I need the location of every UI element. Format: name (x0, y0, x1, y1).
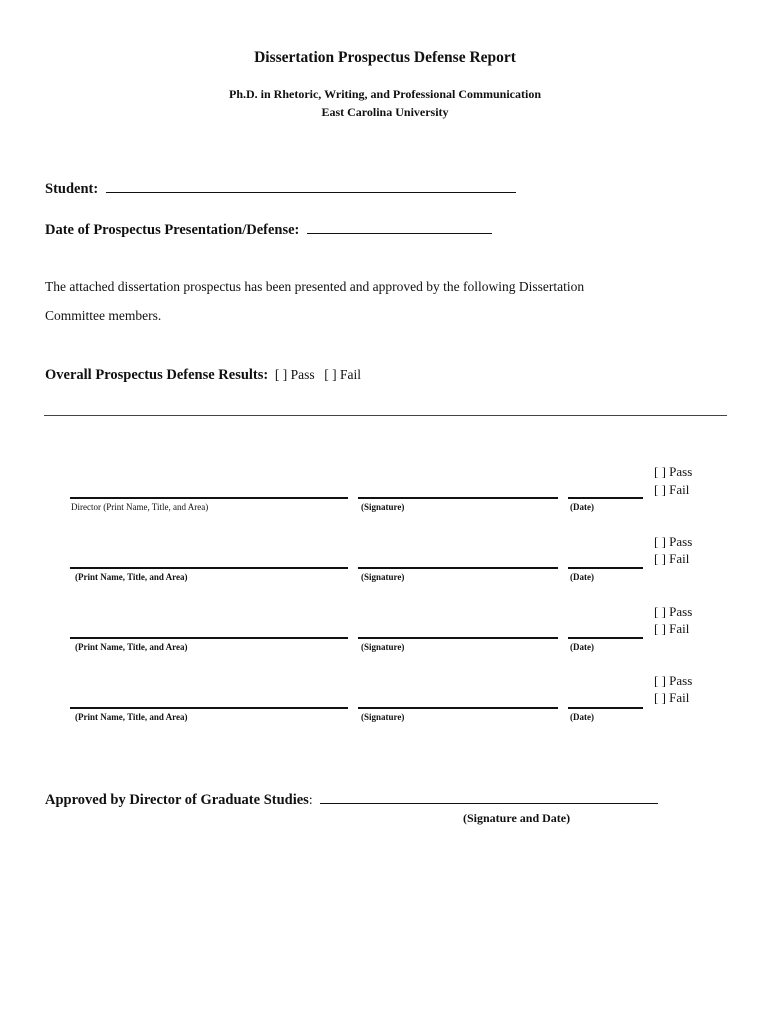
approval-signature-blank[interactable] (320, 791, 658, 804)
row2-pass-checkbox[interactable]: [ ] Pass (654, 534, 693, 549)
row4-name-label: (Print Name, Title, and Area) (75, 712, 188, 722)
student-blank[interactable] (106, 180, 516, 193)
row2-signature-line[interactable] (358, 567, 558, 569)
row3-pass-checkbox[interactable]: [ ] Pass (654, 604, 693, 619)
row3-name-label: (Print Name, Title, and Area) (75, 642, 188, 652)
approval-label: Approved by Director of Graduate Studies (45, 792, 309, 808)
date-field (45, 221, 492, 239)
row1-name-label: Director (Print Name, Title, and Area) (71, 502, 209, 512)
document-title: Dissertation Prospectus Defense Report (254, 49, 516, 66)
statement-line-2: Committee members. (45, 308, 162, 323)
row1-signature-line[interactable] (358, 497, 558, 499)
row3-fail-checkbox[interactable]: [ ] Fail (654, 621, 690, 636)
row2-date-line[interactable] (568, 567, 643, 569)
row3-date-label: (Date) (570, 642, 594, 652)
date-blank[interactable] (307, 221, 492, 234)
approval-signature-label: (Signature and Date) (463, 811, 571, 825)
program-name: Ph.D. in Rhetoric, Writing, and Professional Communication (228, 87, 542, 101)
row1-fail-checkbox[interactable]: [ ] Fail (654, 482, 690, 497)
approval-colon: : (308, 792, 313, 807)
row1-pass-checkbox[interactable]: [ ] Pass (654, 464, 693, 479)
row4-date-line[interactable] (568, 707, 643, 709)
overall-pass-checkbox[interactable]: [ ] Pass (274, 367, 315, 382)
row4-signature-label: (Signature) (361, 712, 405, 722)
overall-fail-checkbox[interactable]: [ ] Fail (324, 367, 361, 382)
row1-name-line[interactable] (70, 497, 348, 499)
date-label: Date of Prospectus Presentation/Defense: (45, 222, 300, 238)
row3-name-line[interactable] (70, 637, 348, 639)
row2-name-label: (Print Name, Title, and Area) (75, 572, 188, 582)
row4-signature-line[interactable] (358, 707, 558, 709)
row1-date-line[interactable] (568, 497, 643, 499)
overall-results-label: Overall Prospectus Defense Results: (45, 367, 269, 383)
overall-results (45, 367, 361, 384)
row3-signature-line[interactable] (358, 637, 558, 639)
row1-signature-label: (Signature) (361, 502, 405, 512)
statement-line-1: The attached dissertation prospectus has been presented and approved by the following Dissertation (45, 279, 585, 294)
row4-fail-checkbox[interactable]: [ ] Fail (654, 690, 690, 705)
row2-name-line[interactable] (70, 567, 348, 569)
student-label: Student: (45, 181, 99, 197)
row2-signature-label: (Signature) (361, 572, 405, 582)
row3-signature-label: (Signature) (361, 642, 405, 652)
university-name: East Carolina University (321, 105, 449, 119)
row4-date-label: (Date) (570, 712, 594, 722)
divider (44, 415, 727, 416)
row2-date-label: (Date) (570, 572, 594, 582)
row4-pass-checkbox[interactable]: [ ] Pass (654, 673, 693, 688)
approval-field (45, 791, 658, 809)
row3-date-line[interactable] (568, 637, 643, 639)
row2-fail-checkbox[interactable]: [ ] Fail (654, 551, 690, 566)
student-field (45, 180, 516, 198)
row4-name-line[interactable] (70, 707, 348, 709)
row1-date-label: (Date) (570, 502, 594, 512)
